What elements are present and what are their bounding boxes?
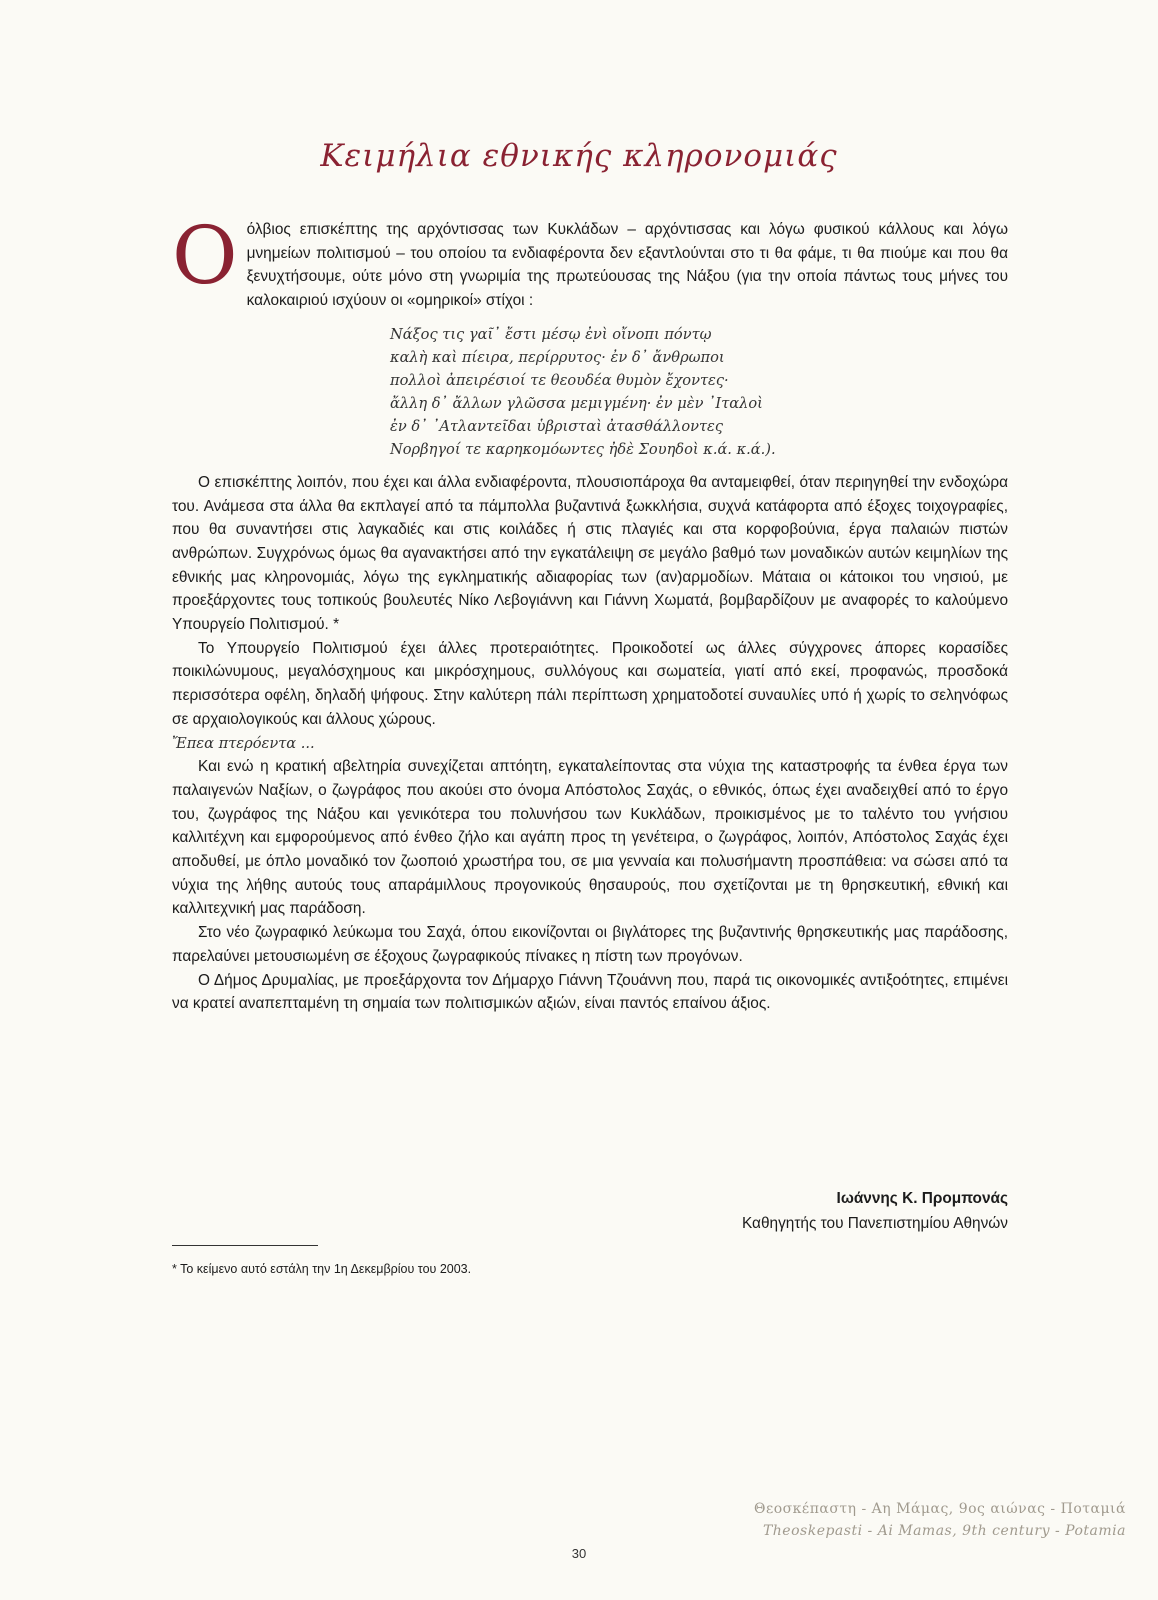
caption-english: Theoskepasti - Ai Mamas, 9th century - Potamia: [762, 1523, 1126, 1539]
verse-line: Νορβηγοί τε καρηκομόωντες ἠδὲ Σουηδοὶ κ.ά. κ.ά.).: [390, 440, 776, 458]
intro-paragraph: [172, 209, 1008, 313]
body-paragraph: Και ενώ η κρατική αβελτηρία συνεχίζεται απτόητη, εγκαταλείποντας στα νύχια της καταστροφής τα ένθεα έργα των παλαιγενών Ναξίων, ο ζωγράφος που ακούει στο όνομα Απόστολος Σαχάς, ο εθνικός, όπως έχει αναδειχθεί από το έργο του, ζωγράφος της Νάξου και γενικότερα του πολυνήσου των Κυκλάδων, προικισμένος με το ταλέντο του γνήσιου καλλιτέχνη και εμφορούμενος από ένθεο ζήλο και αγάπη προς τη γενέτειρα, ο ζωγράφος, λοιπόν, Απόστολος Σαχάς έχει αποδυθεί, με όπλο μοναδικό τον ζωοποιό χρωστήρα του, σε μια γενναία και πολυσήμαντη προσπάθεια: να σώσει από τα νύχια της λήθης αυτούς τους απαράμιλλους προγονικούς θησαυρούς, που σχετίζονται με τη θρησκευτική, εθνική και καλλιτεχνική μας παράδοση.: [172, 758, 1008, 918]
intro-text: όλβιος επισκέπτης της αρχόντισσας των Κυκλάδων – αρχόντισσας και λόγω φυσικού κάλλους και λόγω μνημείων πολιτισμού – του οποίου τα ενδιαφέροντα δεν εξαντλούνται στο τι θα φάμε, τι θα πιούμε και που θα ξενυχτήσουμε, ούτε μόνο στη γνωριμία της πρωτεύουσας της Νάξου (για την οποία πάντως τους μήνες του καλοκαιριού ισχύουν οι «ομηρικοί» στίχοι :: [246, 221, 1008, 310]
caption-greek: Θεοσκέπαστη - Αη Μάμας, 9ος αιώνας - Ποταμιά: [753, 1501, 1126, 1517]
verse-line: ἐν δ᾽ ᾽Ατλαντεῖδαι ὑβρισταὶ ἀτασθάλλοντες: [390, 417, 724, 435]
drop-cap: Ο: [172, 209, 238, 302]
image-caption: [754, 1498, 1126, 1542]
author-name: Ιωάννης Κ. Προμπονάς: [836, 1190, 1008, 1207]
verse-line: Νάξος τις γαῖ᾽ ἔστι μέσῳ ἐνὶ οἴνοπι πόντῳ: [390, 325, 712, 343]
epea-line: Ἔπεα πτερόεντα ...: [172, 734, 315, 752]
article-body: [172, 209, 1008, 1016]
footnote-divider: [172, 1245, 318, 1246]
page-title: Κειμήλια εθνικής κληρονομιάς: [320, 138, 838, 174]
verse-line: ἄλλη δ᾽ ἄλλων γλῶσσα μεμιγμένη· ἐν μὲν ᾽Ιταλοὶ: [390, 394, 763, 412]
body-paragraph: Το Υπουργείο Πολιτισμού έχει άλλες προτεραιότητες. Προικοδοτεί ως άλλες σύγχρονες άπορες κορασίδες ποικιλώνυμους, μεγαλόσχημους και μικρόσχημους, συλλόγους και σωματεία, γιατί από εκεί, προφανώς, προσδοκά περισσότερα οφέλη, δηλαδή ψήφους. Στην καλύτερη πάλι περίπτωση χρηματοδοτεί συναυλίες υπό ή χωρίς το σεληνόφως σε αρχαιολογικούς και άλλους χώρους.: [172, 639, 1008, 728]
footnote: * Το κείμενο αυτό εστάλη την 1η Δεκεμβρίου του 2003.: [172, 1262, 472, 1276]
homeric-verse: [390, 323, 1008, 461]
verse-line: καλὴ καὶ πίειρα, περίρρυτος· ἐν δ᾽ ἄνθρωποι: [390, 348, 725, 366]
body-paragraph: Ο επισκέπτης λοιπόν, που έχει και άλλα ενδιαφέροντα, πλουσιοπάροχα θα ανταμειφθεί, όταν περιηγηθεί την ενδοχώρα του. Ανάμεσα στα άλλα θα εκπλαγεί από τα πάμπολλα βυζαντινά ξωκκλήσια, συχνά κατάφορτα από έξοχες τοιχογραφίες, που θα συναντήσει στις λαγκαδιές και στις κοιλάδες ή στις πλαγιές και στα κορφοβούνια, έργα παλαιών πιστών ανθρώπων. Συγχρόνως όμως θα αγανακτήσει από την εγκατάλειψη σε μεγάλο βαθμό των μοναδικών αυτών κειμηλίων της εθνικής μας κληρονομιάς, λόγω της εγκληματικής αδιαφορίας των (αν)αρμοδίων. Μάταια οι κάτοικοι του νησιού, με προεξάρχοντες τους τοπικούς βουλευτές Νίκο Λεβογιάννη και Γιάννη Χωματά, βομβαρδίζουν με αναφορές το καλούμενο Υπουργείο Πολιτισμού. *: [172, 473, 1008, 634]
verse-line: πολλοὶ ἀπειρέσιοί τε θεουδέα θυμὸν ἔχοντες·: [390, 371, 729, 389]
author-role: Καθηγητής του Πανεπιστημίου Αθηνών: [741, 1215, 1008, 1232]
signature-block: [742, 1186, 1008, 1236]
body-paragraph: Στο νέο ζωγραφικό λεύκωμα του Σαχά, όπου εικονίζονται οι βιγλάτορες της βυζαντινής θρησκευτικής μας παράδοσης, παρελαύνει μετουσιωμένη σε έξοχους ζωγραφικούς πίνακες η πίστη των προγόνων.: [172, 924, 1008, 965]
page-number: 30: [571, 1546, 587, 1561]
body-paragraph: Ο Δήμος Δρυμαλίας, με προεξάρχοντα τον Δήμαρχο Γιάννη Τζουάννη που, παρά τις οικονομικές αντιξοότητες, επιμένει να κρατεί αναπεπταμένη τη σημαία των πολιτισμικών αξιών, είναι παντός επαίνου άξιος.: [172, 971, 1008, 1013]
